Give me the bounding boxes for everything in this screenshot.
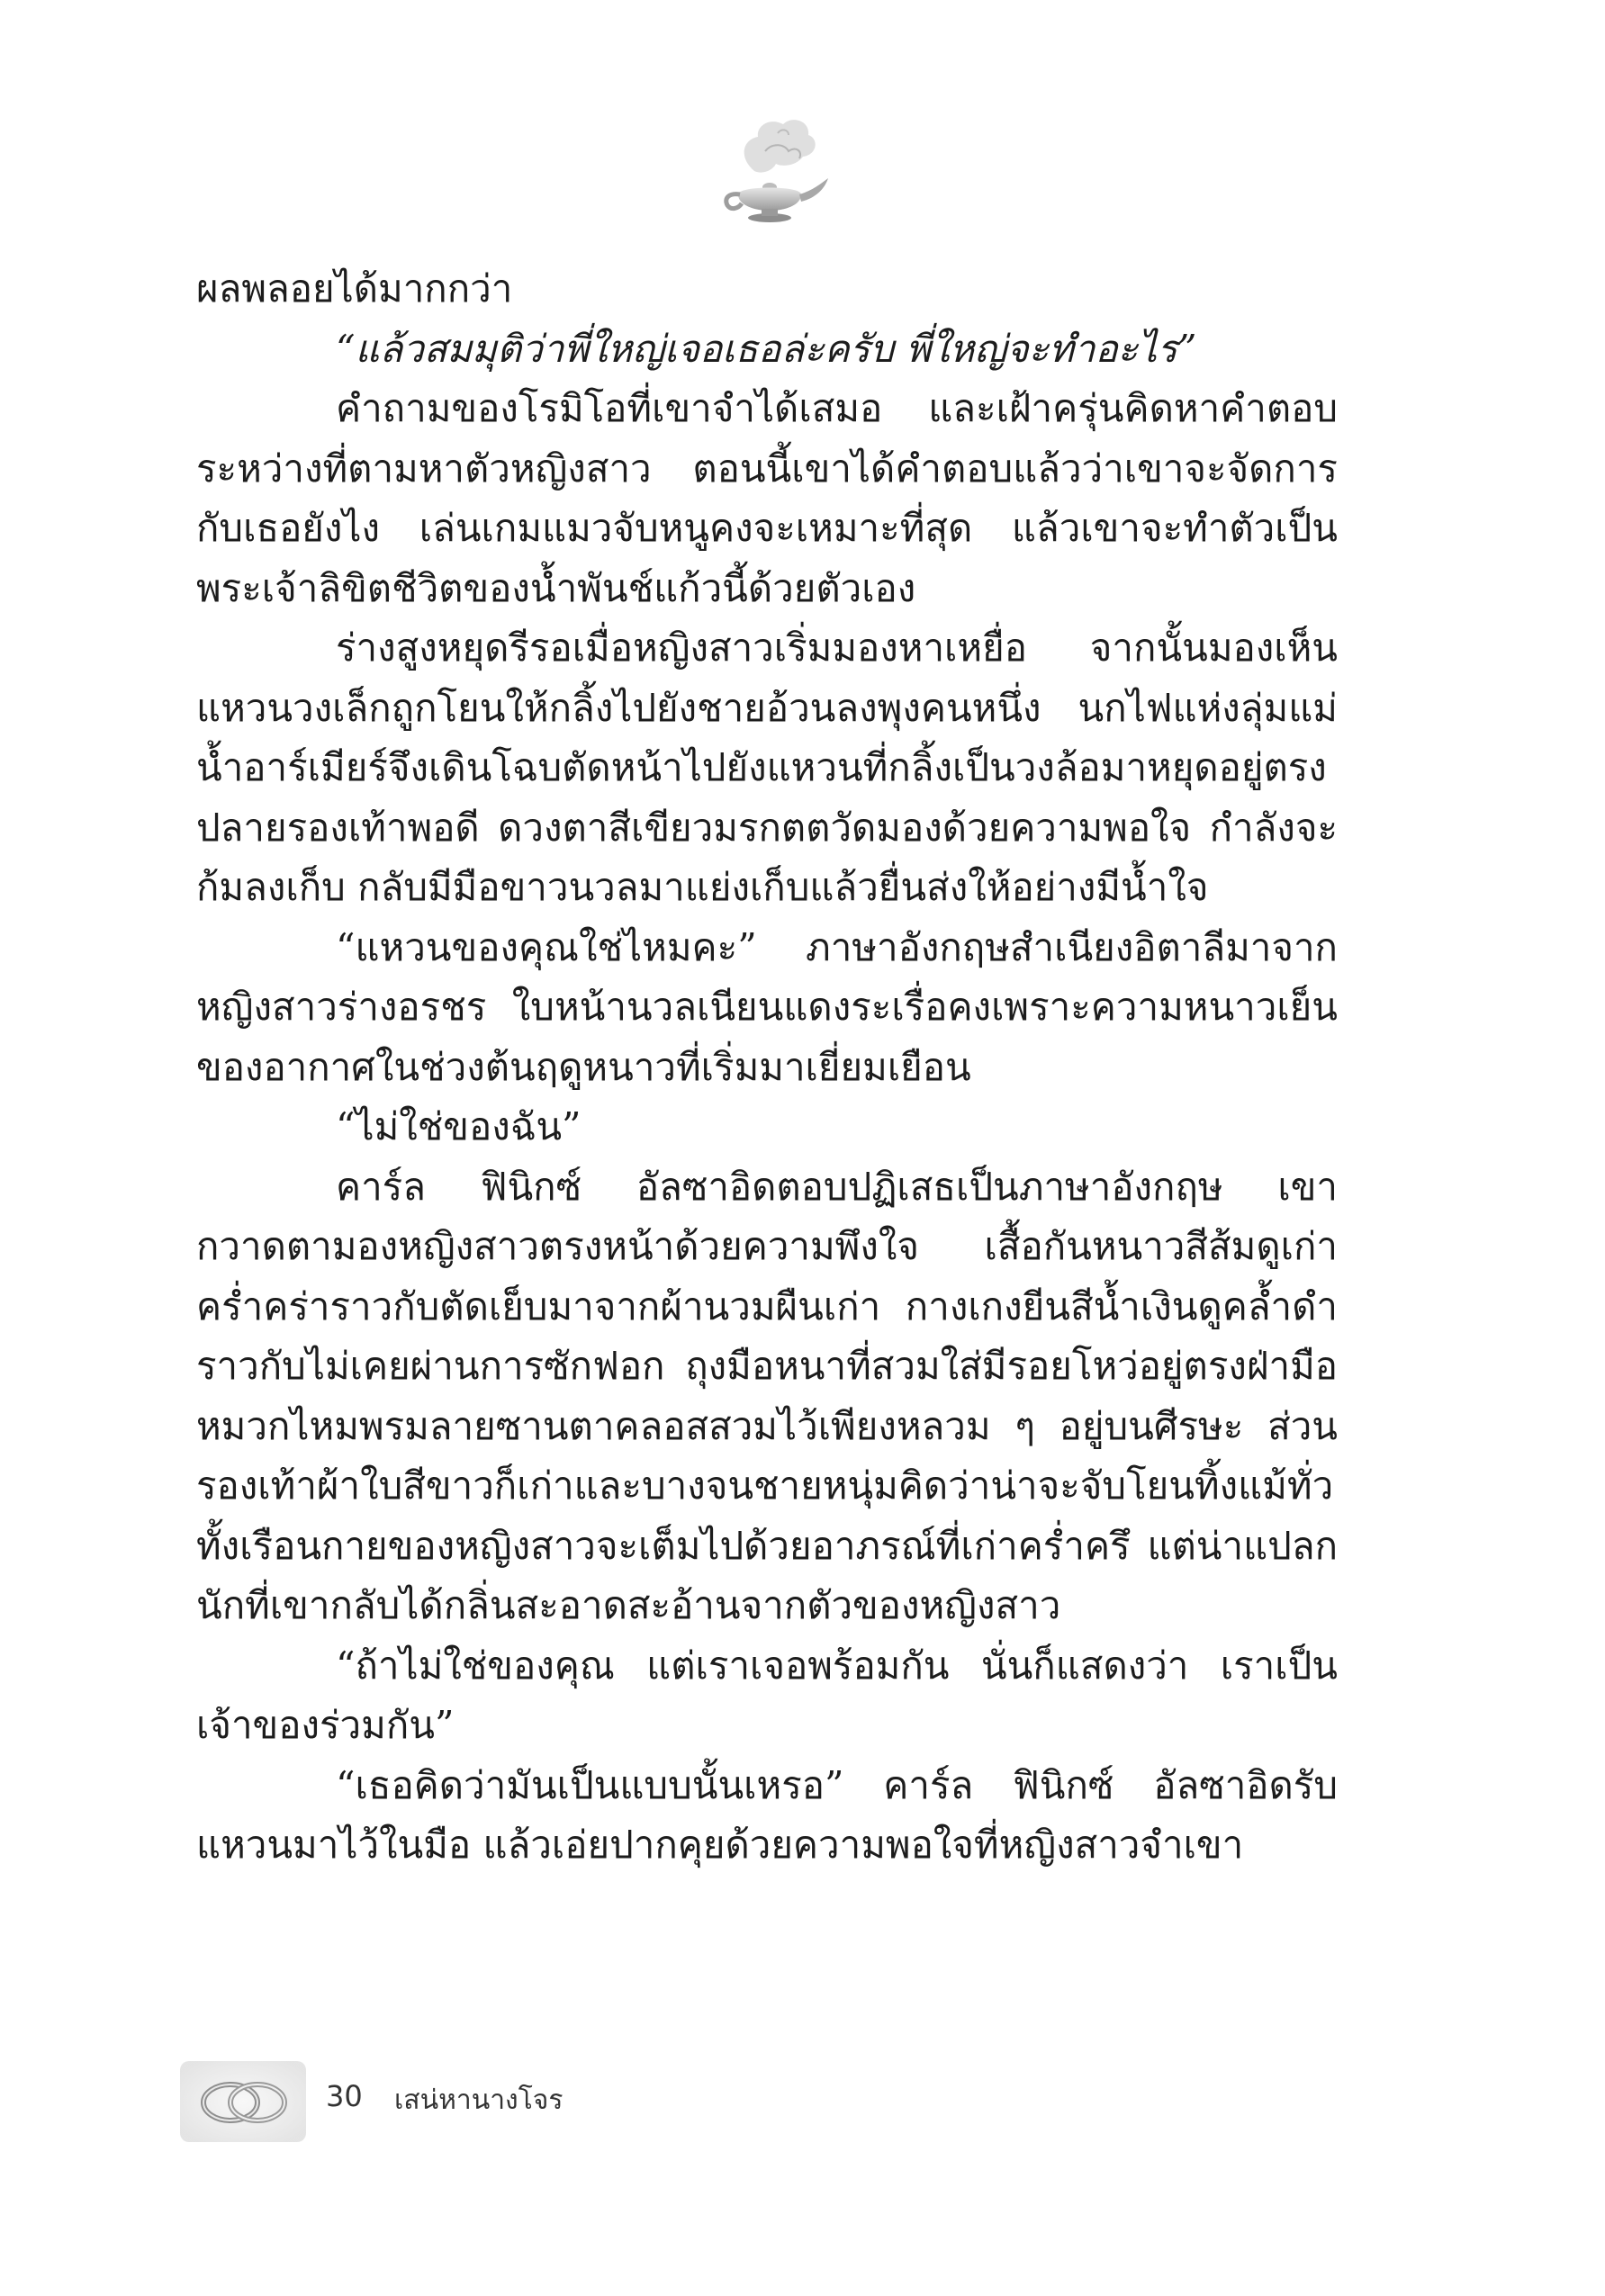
paragraph-8: “ถ้าไม่ใช่ของคุณ แต่เราเจอพร้อมกัน นั่นก็แสดงว่า เราเป็นเจ้าของร่วมกัน” bbox=[196, 1643, 1338, 1747]
paragraph-6: “ไม่ใช่ของฉัน” bbox=[336, 1104, 582, 1148]
paragraph-4: ร่างสูงหยุดรีรอเมื่อหญิงสาวเริ่มมองหาเหยื่อ จากนั้นมองเห็นแหวนวงเล็กถูกโยนให้กลิ้งไปยังชายอ้วนลงพุงคนหนึ่ง นกไฟแห่งลุ่มแม่น้ำอาร์เมียร์จึงเดินโฉบตัดหน้าไปยังแหวนที่กลิ้งเป็นวงล้อมาหยุดอยู่ตรงปลายรองเท้าพอดี ดวงตาสีเขียวมรกตตวัดมองด้วยความพอใจ กำลังจะก้มลงเก็บ กลับมีมือขาวนวลมาแย่งเก็บแล้วยื่นส่งให้อย่างมีน้ำใจ bbox=[196, 626, 1338, 909]
paragraph-9: “เธอคิดว่ามันเป็นแบบนั้นเหรอ” คาร์ล ฟินิกซ์ อัลซาอิดรับแหวนมาไว้ในมือ แล้วเอ่ยปากคุยด้วยความพอใจที่หญิงสาวจำเขา bbox=[196, 1762, 1338, 1867]
paragraph-5: “แหวนของคุณใช่ไหมคะ” ภาษาอังกฤษสำเนียงอิตาลีมาจากหญิงสาวร่างอรชร ใบหน้านวลเนียนแดงระเรื่อคงเพราะความหนาวเย็นของอากาศในช่วงต้นฤดูหนาวที่เริ่มมาเยี่ยมเยือน bbox=[196, 924, 1338, 1089]
page-number: 30 bbox=[326, 2079, 363, 2113]
book-title: เสน่หานางโจร bbox=[394, 2084, 564, 2116]
body-text bbox=[196, 259, 1338, 1876]
paragraph-1: ผลพลอยได้มากกว่า bbox=[196, 266, 513, 311]
wedding-rings-icon bbox=[180, 2061, 306, 2142]
paragraph-7: คาร์ล ฟินิกซ์ อัลซาอิดตอบปฏิเสธเป็นภาษาอังกฤษ เขากวาดตามองหญิงสาวตรงหน้าด้วยความพึงใจ เสื้อกันหนาวสีส้มดูเก่าคร่ำคร่าราวกับตัดเย็บมาจากผ้านวมผืนเก่า กางเกงยีนสีน้ำเงินดูคล้ำดำราวกับไม่เคยผ่านการซักฟอก ถุงมือหนาที่สวมใส่มีรอยโหว่อยู่ตรงฝ่ามือหมวกไหมพรมลายซานตาคลอสสวมไว้เพียงหลวม ๆ อยู่บนศีรษะ ส่วนรองเท้าผ้าใบสีขาวก็เก่าและบางจนชายหนุ่มคิดว่าน่าจะจับโยนทิ้งแม้ทั่วทั้งเรือนกายของหญิงสาวจะเต็มไปด้วยอาภรณ์ที่เก่าคร่ำครึ แต่น่าแปลกนักที่เขากลับได้กลิ่นสะอาดสะอ้านจากตัวของหญิงสาว bbox=[196, 1164, 1338, 1627]
paragraph-3: คำถามของโรมิโอที่เขาจำได้เสมอ และเฝ้าครุ่นคิดหาคำตอบระหว่างที่ตามหาตัวหญิงสาว ตอนนี้เขาได้คำตอบแล้วว่าเขาจะจัดการกับเธอยังไง เล่นเกมแมวจับหนูคงจะเหมาะที่สุด แล้วเขาจะทำตัวเป็นพระเจ้าลิขิตชีวิตของน้ำพันช์แก้วนี้ด้วยตัวเอง bbox=[196, 386, 1338, 610]
genie-lamp-icon bbox=[702, 108, 837, 234]
page-footer bbox=[180, 2061, 720, 2142]
paragraph-2: “แล้วสมมุติว่าพี่ใหญ่เจอเธอล่ะครับ พี่ใหญ่จะทำอะไร” bbox=[336, 326, 1197, 371]
